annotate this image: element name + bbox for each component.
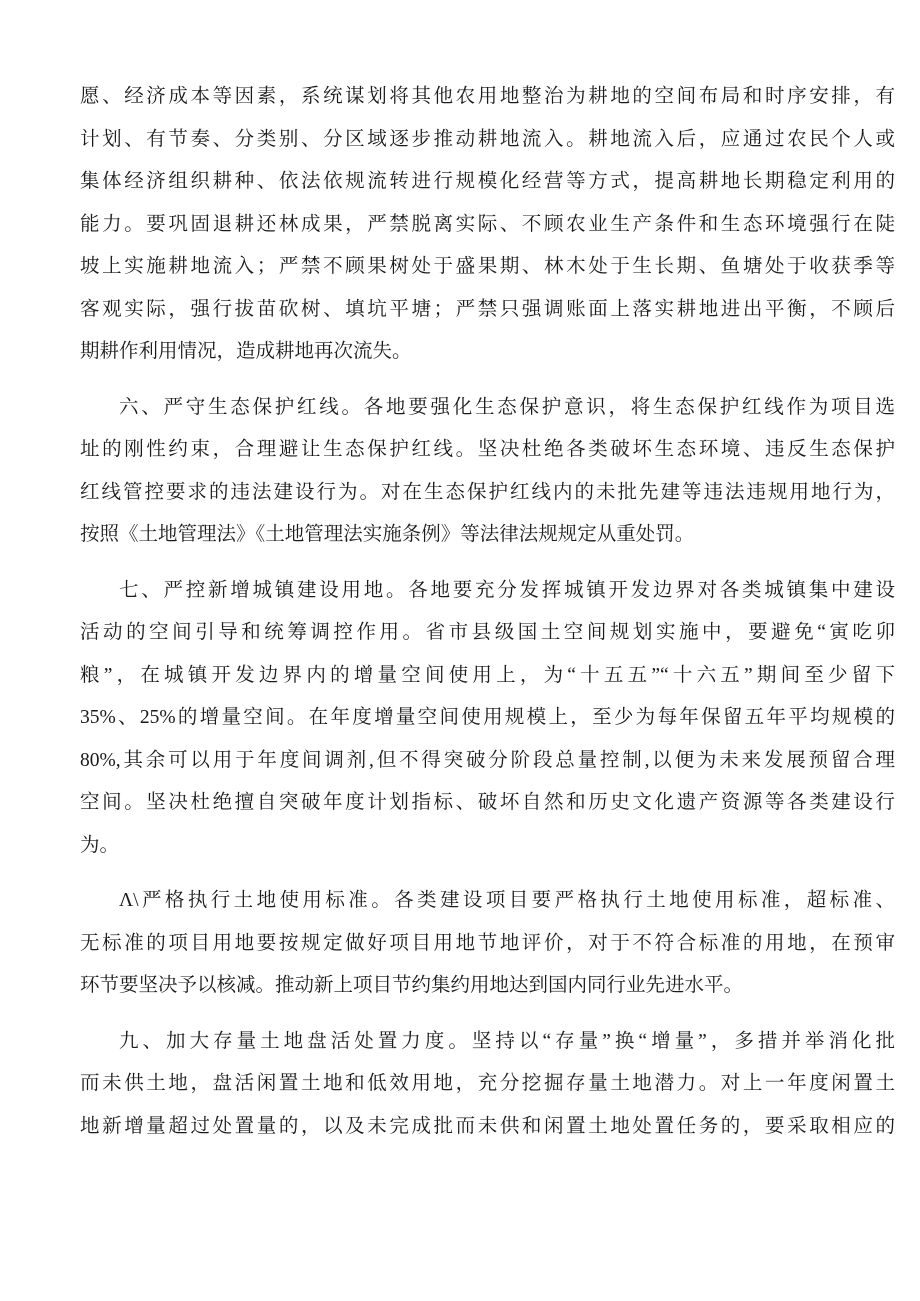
text-line: 六、严守生态保护红线。各地要强化生态保护意识，将生态保护红线作为项目选 [119,396,895,418]
text-line: 七、严控新增城镇建设用地。各地要充分发挥城镇开发边界对各类城镇集中建设 [119,579,895,601]
text-line: 址的刚性约束，合理避让生态保护红线。坚决杜绝各类破坏生态环境、违反生态保护 [80,439,895,460]
paragraph-para-nine [80,1021,895,1149]
text-line: 客观实际，强行拔苗砍树、填坑平塘；严禁只强调账面上落实耕地进出平衡，不顾后 [80,298,895,320]
text-line: 35%、25%的增量空间。在年度增量空间使用规模上，至少为每年保留五年平均规模的 [80,707,895,728]
paragraph-para-continuation [80,76,895,374]
text-line: 能力。要巩固退耕还林成果，严禁脱离实际、不顾农业生产条件和生态环境强行在陡 [80,213,895,235]
text-line: 活动的空间引导和统筹调控作用。省市县级国土空间规划实施中，要避免“寅吃卯 [80,622,895,643]
text-line: 九、加大存量土地盘活处置力度。坚持以“存量”换“增量”，多措并举消化批 [119,1030,895,1052]
document-text-block [80,76,895,1148]
text-line: 地新增量超过处置量的，以及未完成批而未供和闲置土地处置任务的，要采取相应的 [80,1115,895,1137]
text-line: 愿、经济成本等因素，系统谋划将其他农用地整治为耕地的空间布局和时序安排，有 [80,86,895,107]
paragraph-para-seven [80,570,895,868]
text-line: 按照《土地管理法》《土地管理法实施条例》等法律法规规定从重处罚。 [80,524,695,545]
text-line: 80%,其余可以用于年度间调剂,但不得突破分阶段总量控制,以便为未来发展预留合理 [80,749,895,771]
text-line: 环节要坚决予以核减。推动新上项目节约集约用地达到国内同行业先进水平。 [80,975,744,996]
text-line: 红线管控要求的违法建设行为。对在生态保护红线内的未批先建等违法违规用地行为， [80,481,895,503]
paragraph-para-eight [80,880,895,1008]
text-line: 为。 [80,834,120,856]
text-line: 坡上实施耕地流入；严禁不顾果树处于盛果期、林木处于生长期、鱼塘处于收获季等 [80,256,895,277]
paragraph-para-six [80,387,895,557]
text-line: 而未供土地，盘活闲置土地和低效用地，充分挖掘存量土地潜力。对上一年度闲置土 [80,1073,895,1094]
text-line: 期耕作利用情况，造成耕地再次流失。 [80,341,412,362]
text-line: 集体经济组织耕种、依法依规流转进行规模化经营等方式，提高耕地长期稳定利用的 [80,171,895,192]
text-line: 空间。坚决杜绝擅自突破年度计划指标、破坏自然和历史文化遗产资源等各类建设行 [80,792,895,813]
text-line: 计划、有节奏、分类别、分区域逐步推动耕地流入。耕地流入后，应通过农民个人或 [80,128,895,150]
text-line: 粮”，在城镇开发边界内的增量空间使用上，为“十五五”“十六五”期间至少留下 [80,664,895,686]
text-line: 无标准的项目用地要按规定做好项目用地节地评价，对于不符合标准的用地，在预审 [80,932,895,954]
text-line: Λ\严格执行土地使用标准。各类建设项目要严格执行土地使用标准，超标准、 [119,890,895,911]
